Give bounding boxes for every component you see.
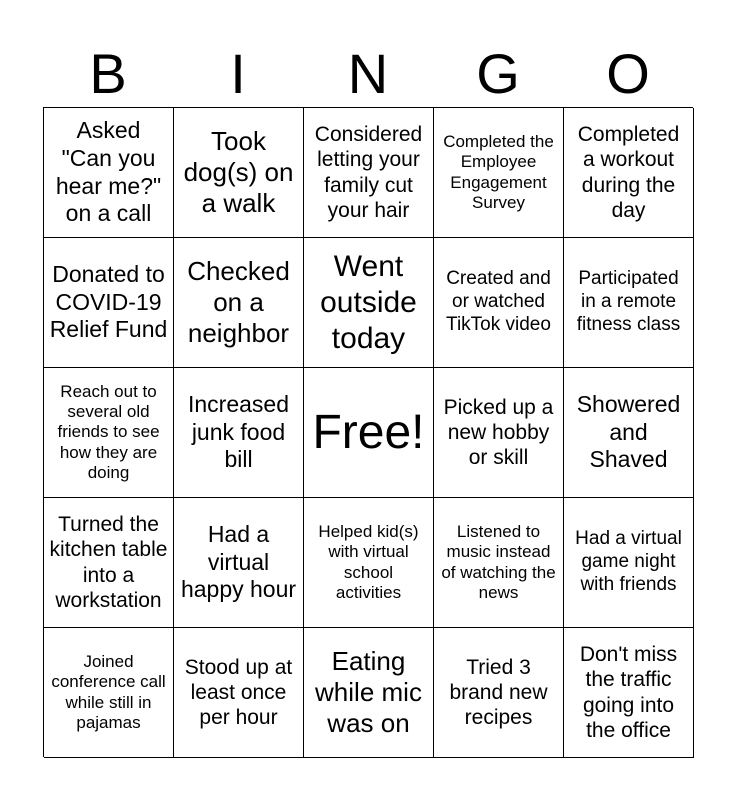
cell-text: Had a virtual happy hour (180, 521, 297, 603)
bingo-cell-r4c4[interactable] (434, 498, 564, 628)
bingo-cell-r1c1[interactable] (44, 108, 174, 238)
cell-text: Created and or watched TikTok video (446, 268, 551, 335)
header-letter-b: B (89, 42, 127, 105)
cell-text: Had a virtual game night with friends (575, 528, 682, 595)
bingo-cell-r3c3[interactable] (304, 368, 434, 498)
header-letter-i: I (230, 42, 246, 105)
bingo-cell-r4c3[interactable] (304, 498, 434, 628)
bingo-cell-r2c2[interactable] (174, 238, 304, 368)
bingo-cell-r1c3[interactable] (304, 108, 434, 238)
bingo-board (43, 107, 693, 757)
bingo-cell-r2c1[interactable] (44, 238, 174, 368)
bingo-cell-r4c1[interactable] (44, 498, 174, 628)
cell-text: Helped kid(s) with virtual school activities (318, 521, 419, 602)
bingo-cell-r1c4[interactable] (434, 108, 564, 238)
cell-text: Asked "Can you hear me?" on a call (55, 117, 162, 227)
cell-text: Considered letting your family cut your hair (314, 123, 423, 222)
bingo-cell-r2c4[interactable] (434, 238, 564, 368)
bingo-header (43, 42, 693, 106)
cell-text: Eating while mic was on (315, 645, 422, 739)
cell-text: Joined conference call while still in pajamas (51, 651, 166, 732)
cell-text: Took dog(s) on a walk (183, 125, 294, 219)
bingo-cell-r3c5[interactable] (564, 368, 694, 498)
header-letter-n: N (347, 42, 389, 105)
bingo-cell-r3c1[interactable] (44, 368, 174, 498)
cell-text: Don't miss the traffic going into the office (579, 643, 678, 742)
cell-text: Completed the Employee Engagement Survey (443, 131, 554, 212)
bingo-cell-r2c5[interactable] (564, 238, 694, 368)
cell-text: Donated to COVID-19 Relief Fund (49, 261, 168, 343)
bingo-cell-r4c5[interactable] (564, 498, 694, 628)
cell-text: Picked up a new hobby or skill (443, 395, 554, 470)
header-letter-o: O (606, 42, 650, 105)
cell-text: Tried 3 brand new recipes (449, 655, 548, 730)
bingo-cell-r3c2[interactable] (174, 368, 304, 498)
bingo-cell-r4c2[interactable] (174, 498, 304, 628)
cell-text: Stood up at least once per hour (184, 655, 293, 730)
bingo-cell-r1c5[interactable] (564, 108, 694, 238)
cell-text: Increased junk food bill (187, 391, 289, 473)
bingo-cell-r5c3[interactable] (304, 628, 434, 758)
bingo-cell-r5c5[interactable] (564, 628, 694, 758)
cell-text: Checked on a neighbor (187, 255, 290, 349)
header-letter-g: G (476, 42, 520, 105)
bingo-cell-r5c2[interactable] (174, 628, 304, 758)
cell-text: Went outside today (320, 249, 417, 355)
bingo-cell-r2c3[interactable] (304, 238, 434, 368)
cell-text: Turned the kitchen table into a workstation (49, 513, 168, 612)
bingo-cell-r5c1[interactable] (44, 628, 174, 758)
bingo-cell-r3c4[interactable] (434, 368, 564, 498)
cell-text: Showered and Shaved (576, 391, 681, 473)
bingo-cell-r5c4[interactable] (434, 628, 564, 758)
cell-text: Listened to music instead of watching the news (441, 521, 556, 602)
cell-text: Reach out to several old friends to see how they are doing (57, 381, 160, 483)
cell-text: Completed a workout during the day (577, 123, 680, 222)
cell-text: Participated in a remote fitness class (576, 268, 681, 335)
free-space-text: Free! (312, 405, 425, 459)
bingo-cell-r1c2[interactable] (174, 108, 304, 238)
